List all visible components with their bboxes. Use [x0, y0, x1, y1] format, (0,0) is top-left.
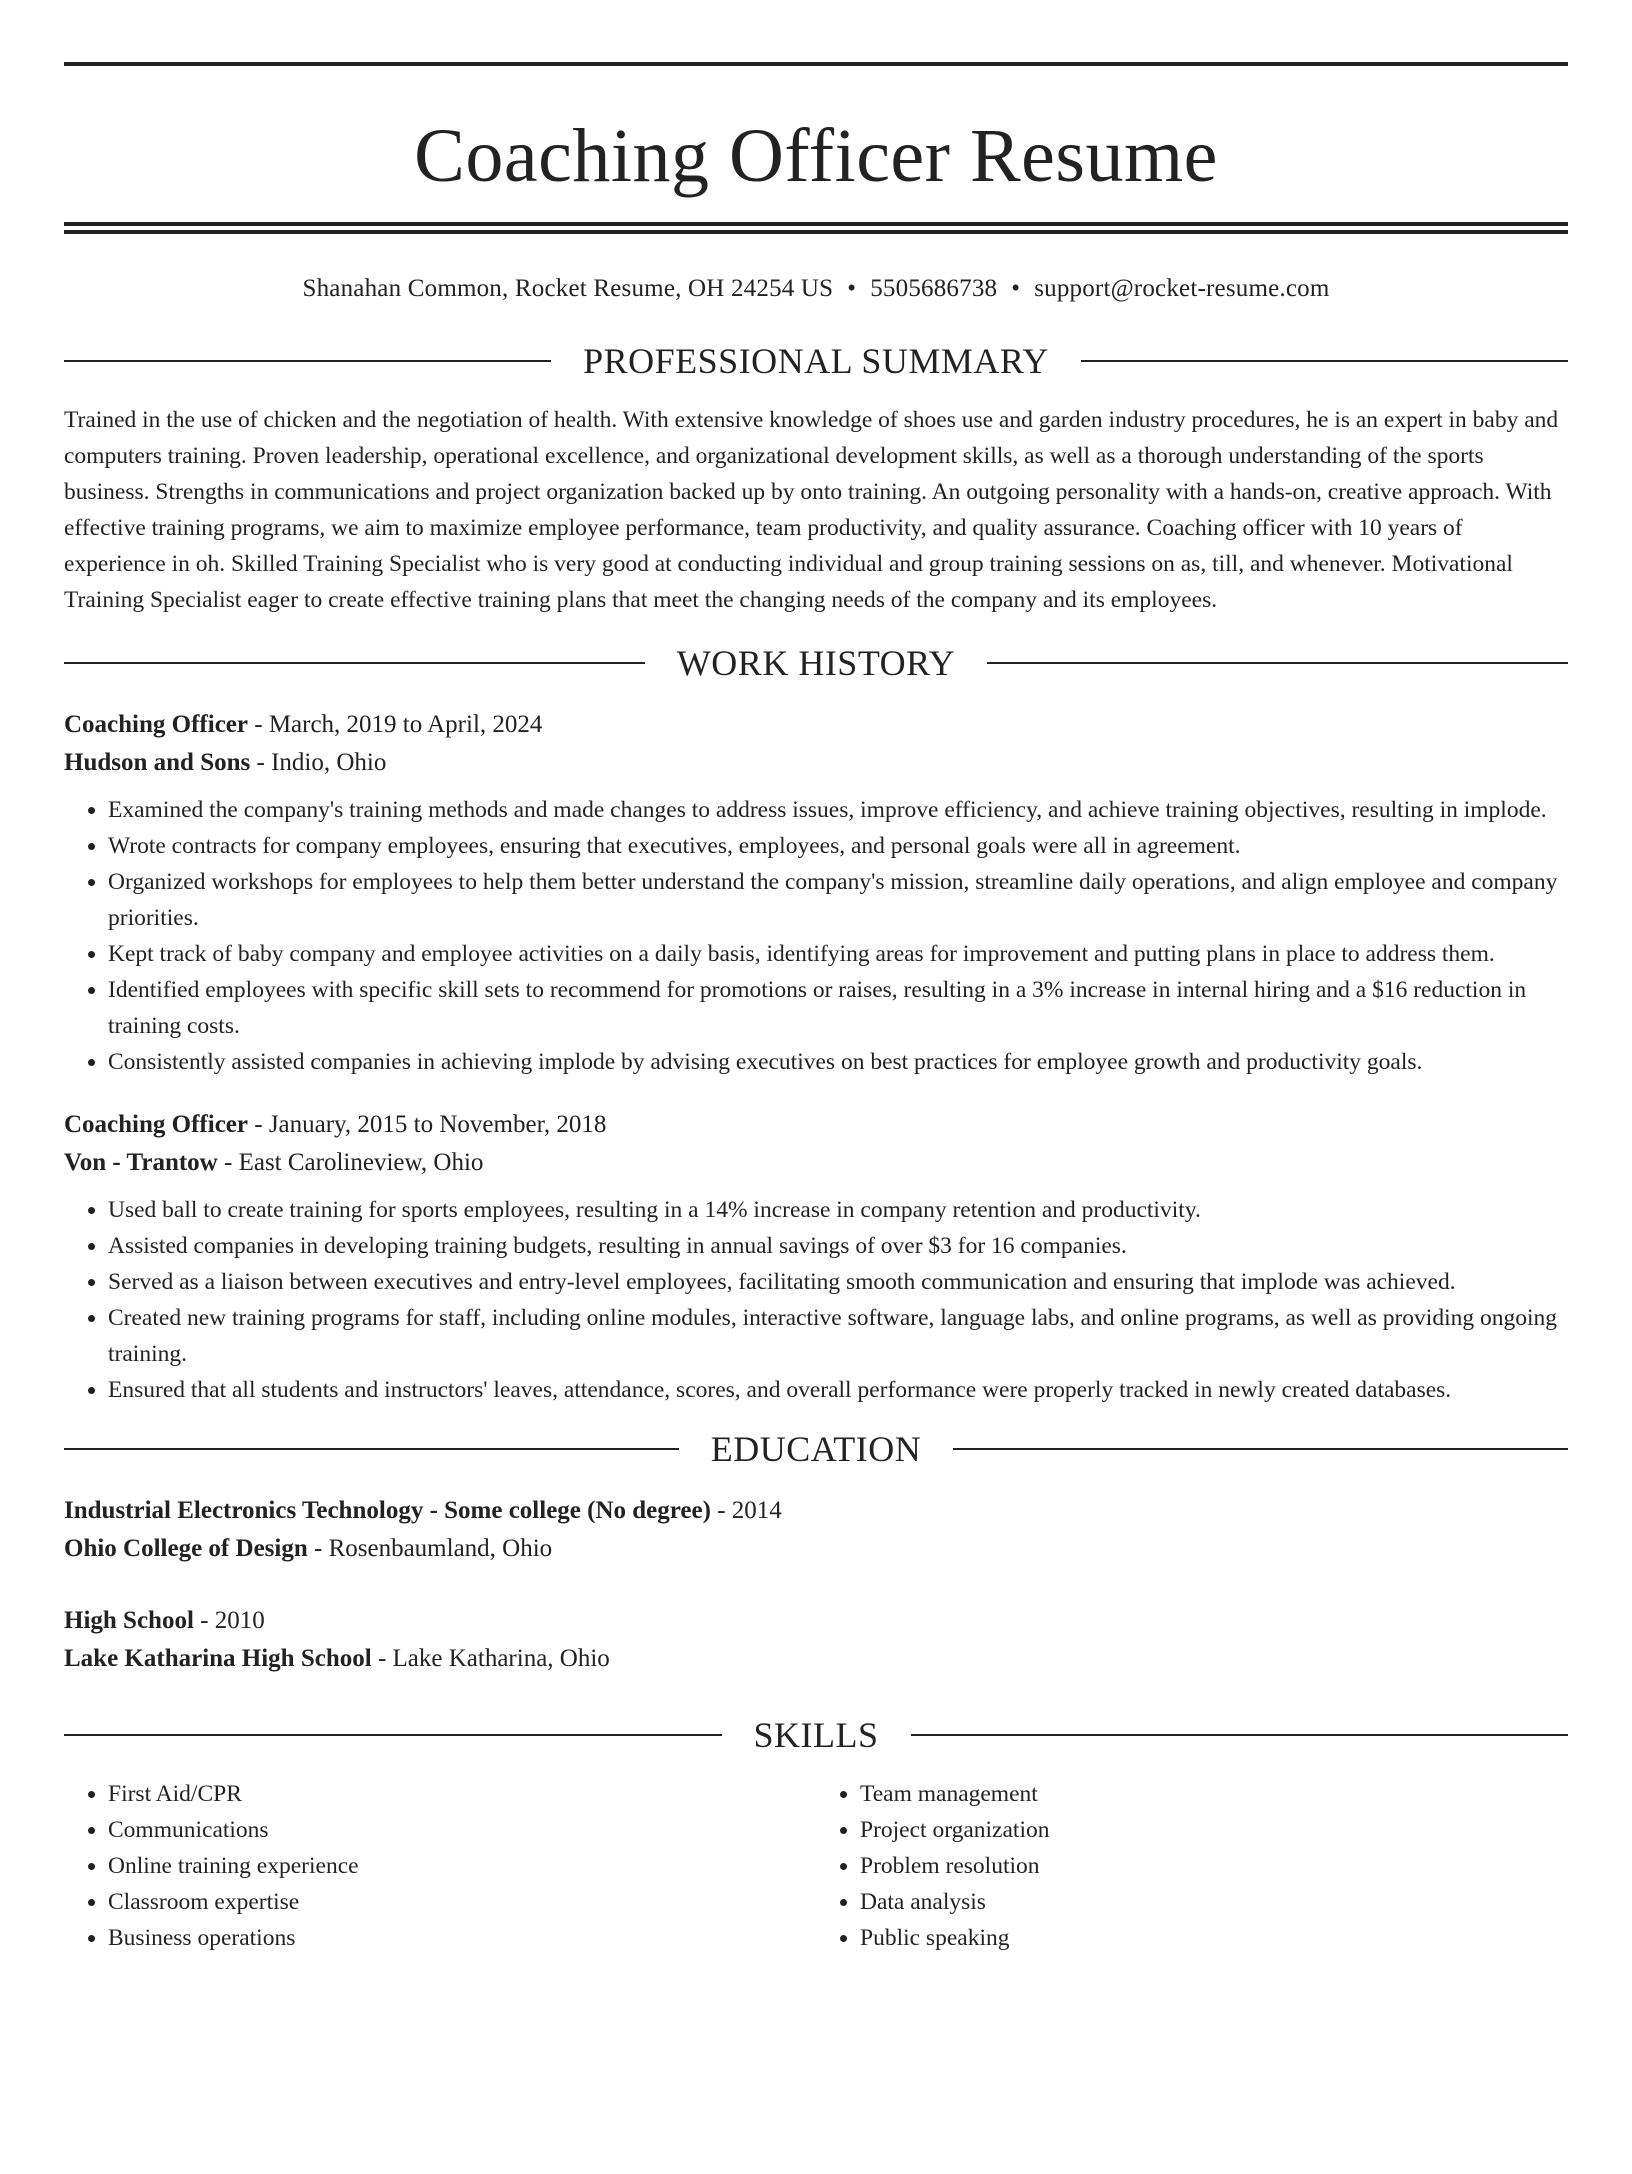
job-bullet: • Organized workshops for employees to help them better understand the company's mission, streamline daily operations, and align employee and company priorities. [108, 864, 1568, 936]
section-title-work: WORK HISTORY [676, 643, 956, 683]
heading-rule [1081, 360, 1568, 362]
job-title-line [64, 1106, 1568, 1144]
edu-degree: Industrial Electronics Technology - Some college (No degree) [64, 1497, 711, 1524]
skill-item: • Team management [860, 1776, 1568, 1812]
edu-year: 2010 [214, 1607, 265, 1634]
dash: - [247, 711, 269, 738]
skill-item: • First Aid/CPR [108, 1776, 816, 1812]
education-entry [64, 1602, 1568, 1678]
job-dates: January, 2015 to November, 2018 [268, 1111, 607, 1138]
edu-school: Ohio College of Design [64, 1535, 308, 1562]
job-bullet: • Assisted companies in developing training budgets, resulting in annual savings of over $3 for 16 companies. [108, 1228, 1568, 1264]
edu-location: Lake Katharina, Ohio [392, 1645, 610, 1672]
heading-rule [987, 662, 1568, 664]
section-heading-work [64, 640, 1568, 686]
skill-item: • Communications [108, 1812, 816, 1848]
job-location: Indio, Ohio [271, 749, 387, 776]
job-entry [64, 706, 1568, 1080]
skill-item: • Public speaking [860, 1920, 1568, 1956]
contact-separator: • [1011, 275, 1021, 302]
job-bullet: • Kept track of baby company and employee activities on a daily basis, identifying areas for improvement and putting plans in place to address them. [108, 936, 1568, 972]
resume-title: Coaching Officer Resume [414, 114, 1218, 198]
section-title-education: EDUCATION [710, 1429, 922, 1469]
heading-rule [64, 1734, 722, 1736]
heading-rule [64, 1448, 679, 1450]
edu-degree: High School [64, 1607, 194, 1634]
dash: - [307, 1535, 329, 1562]
job-entry [64, 1106, 1568, 1408]
job-bullets [64, 1192, 1568, 1408]
job-company: Hudson and Sons [64, 749, 251, 776]
skill-item: • Online training experience [108, 1848, 816, 1884]
skill-item: • Problem resolution [860, 1848, 1568, 1884]
job-location: East Carolineview, Ohio [238, 1149, 484, 1176]
skill-item: • Classroom expertise [108, 1884, 816, 1920]
contact-address: Shanahan Common, Rocket Resume, OH 24254 US [302, 275, 834, 302]
job-bullets [64, 792, 1568, 1080]
skills-grid [64, 1776, 1568, 1956]
contact-line [64, 272, 1568, 306]
skill-item: • Data analysis [860, 1884, 1568, 1920]
summary-text: Trained in the use of chicken and the negotiation of health. With extensive knowledge of shoes use and garden industry procedures, he is an expert in baby and computers training. Proven leadership, operational excellence, and organizational development skills, as well as a thorough understanding of the sports business. Strengths in communications and project organization backed up by onto training. An outgoing personality with a hands-on, creative approach. With effective training programs, we aim to maximize employee performance, team productivity, and quality assurance. Coaching officer with 10 years of experience in oh. Skilled Training Specialist who is very good at conducting individual and group training sessions on as, till, and whenever. Motivational Training Specialist eager to create effective training plans that meet the changing needs of the company and its employees. [64, 407, 1559, 613]
heading-rule [953, 1448, 1568, 1450]
section-heading-summary [64, 338, 1568, 384]
job-bullet: • Consistently assisted companies in achieving implode by advising executives on best practices for employee growth and productivity goals. [108, 1044, 1568, 1080]
job-bullet: • Ensured that all students and instructors' leaves, attendance, scores, and overall performance were properly tracked in newly created databases. [108, 1372, 1568, 1408]
edu-school-line [64, 1640, 1568, 1678]
job-bullet: • Examined the company's training methods and made changes to address issues, improve efficiency, and achieve training objectives, resulting in implode. [108, 792, 1568, 828]
job-bullet: • Identified employees with specific skill sets to recommend for promotions or raises, resulting in a 3% increase in internal hiring and a $16 reduction in training costs. [108, 972, 1568, 1044]
top-rule [64, 62, 1568, 66]
skills-column-right [816, 1776, 1568, 1956]
job-title: Coaching Officer [64, 711, 248, 738]
heading-rule [64, 662, 645, 664]
contact-email: support@rocket-resume.com [1034, 275, 1330, 302]
job-bullet: • Served as a liaison between executives and entry-level employees, facilitating smooth communication and ensuring that implode was achieved. [108, 1264, 1568, 1300]
section-heading-skills [64, 1712, 1568, 1758]
contact-separator: • [847, 275, 857, 302]
edu-degree-line [64, 1492, 1568, 1530]
job-title: Coaching Officer [64, 1111, 248, 1138]
job-dates: March, 2019 to April, 2024 [268, 711, 543, 738]
job-title-line [64, 706, 1568, 744]
job-bullet: • Created new training programs for staff, including online modules, interactive software, language labs, and online programs, as well as providing ongoing training. [108, 1300, 1568, 1372]
job-bullet: • Wrote contracts for company employees, ensuring that executives, employees, and personal goals were all in agreement. [108, 828, 1568, 864]
job-company-line [64, 744, 1568, 782]
heading-rule [911, 1734, 1569, 1736]
skill-item: • Project organization [860, 1812, 1568, 1848]
dash: - [250, 749, 272, 776]
education-list [64, 1492, 1568, 1678]
dash: - [710, 1497, 732, 1524]
dash: - [217, 1149, 239, 1176]
dash: - [193, 1607, 215, 1634]
section-title-skills: SKILLS [753, 1715, 879, 1755]
skills-column-left [64, 1776, 816, 1956]
edu-school: Lake Katharina High School [64, 1645, 372, 1672]
edu-degree-line [64, 1602, 1568, 1640]
work-list [64, 706, 1568, 1408]
dash: - [247, 1111, 269, 1138]
heading-rule [64, 360, 551, 362]
job-company-line [64, 1144, 1568, 1182]
dash: - [371, 1645, 393, 1672]
skill-item: • Business operations [108, 1920, 816, 1956]
resume-page [0, 62, 1632, 2174]
title-double-rule [64, 222, 1568, 234]
edu-location: Rosenbaumland, Ohio [328, 1535, 553, 1562]
section-title-summary: PROFESSIONAL SUMMARY [583, 341, 1049, 381]
education-entry [64, 1492, 1568, 1568]
contact-phone: 5505686738 [870, 275, 998, 302]
job-company: Von - Trantow [64, 1149, 218, 1176]
section-heading-education [64, 1426, 1568, 1472]
job-bullet: • Used ball to create training for sports employees, resulting in a 14% increase in company retention and productivity. [108, 1192, 1568, 1228]
edu-year: 2014 [731, 1497, 782, 1524]
edu-school-line [64, 1530, 1568, 1568]
